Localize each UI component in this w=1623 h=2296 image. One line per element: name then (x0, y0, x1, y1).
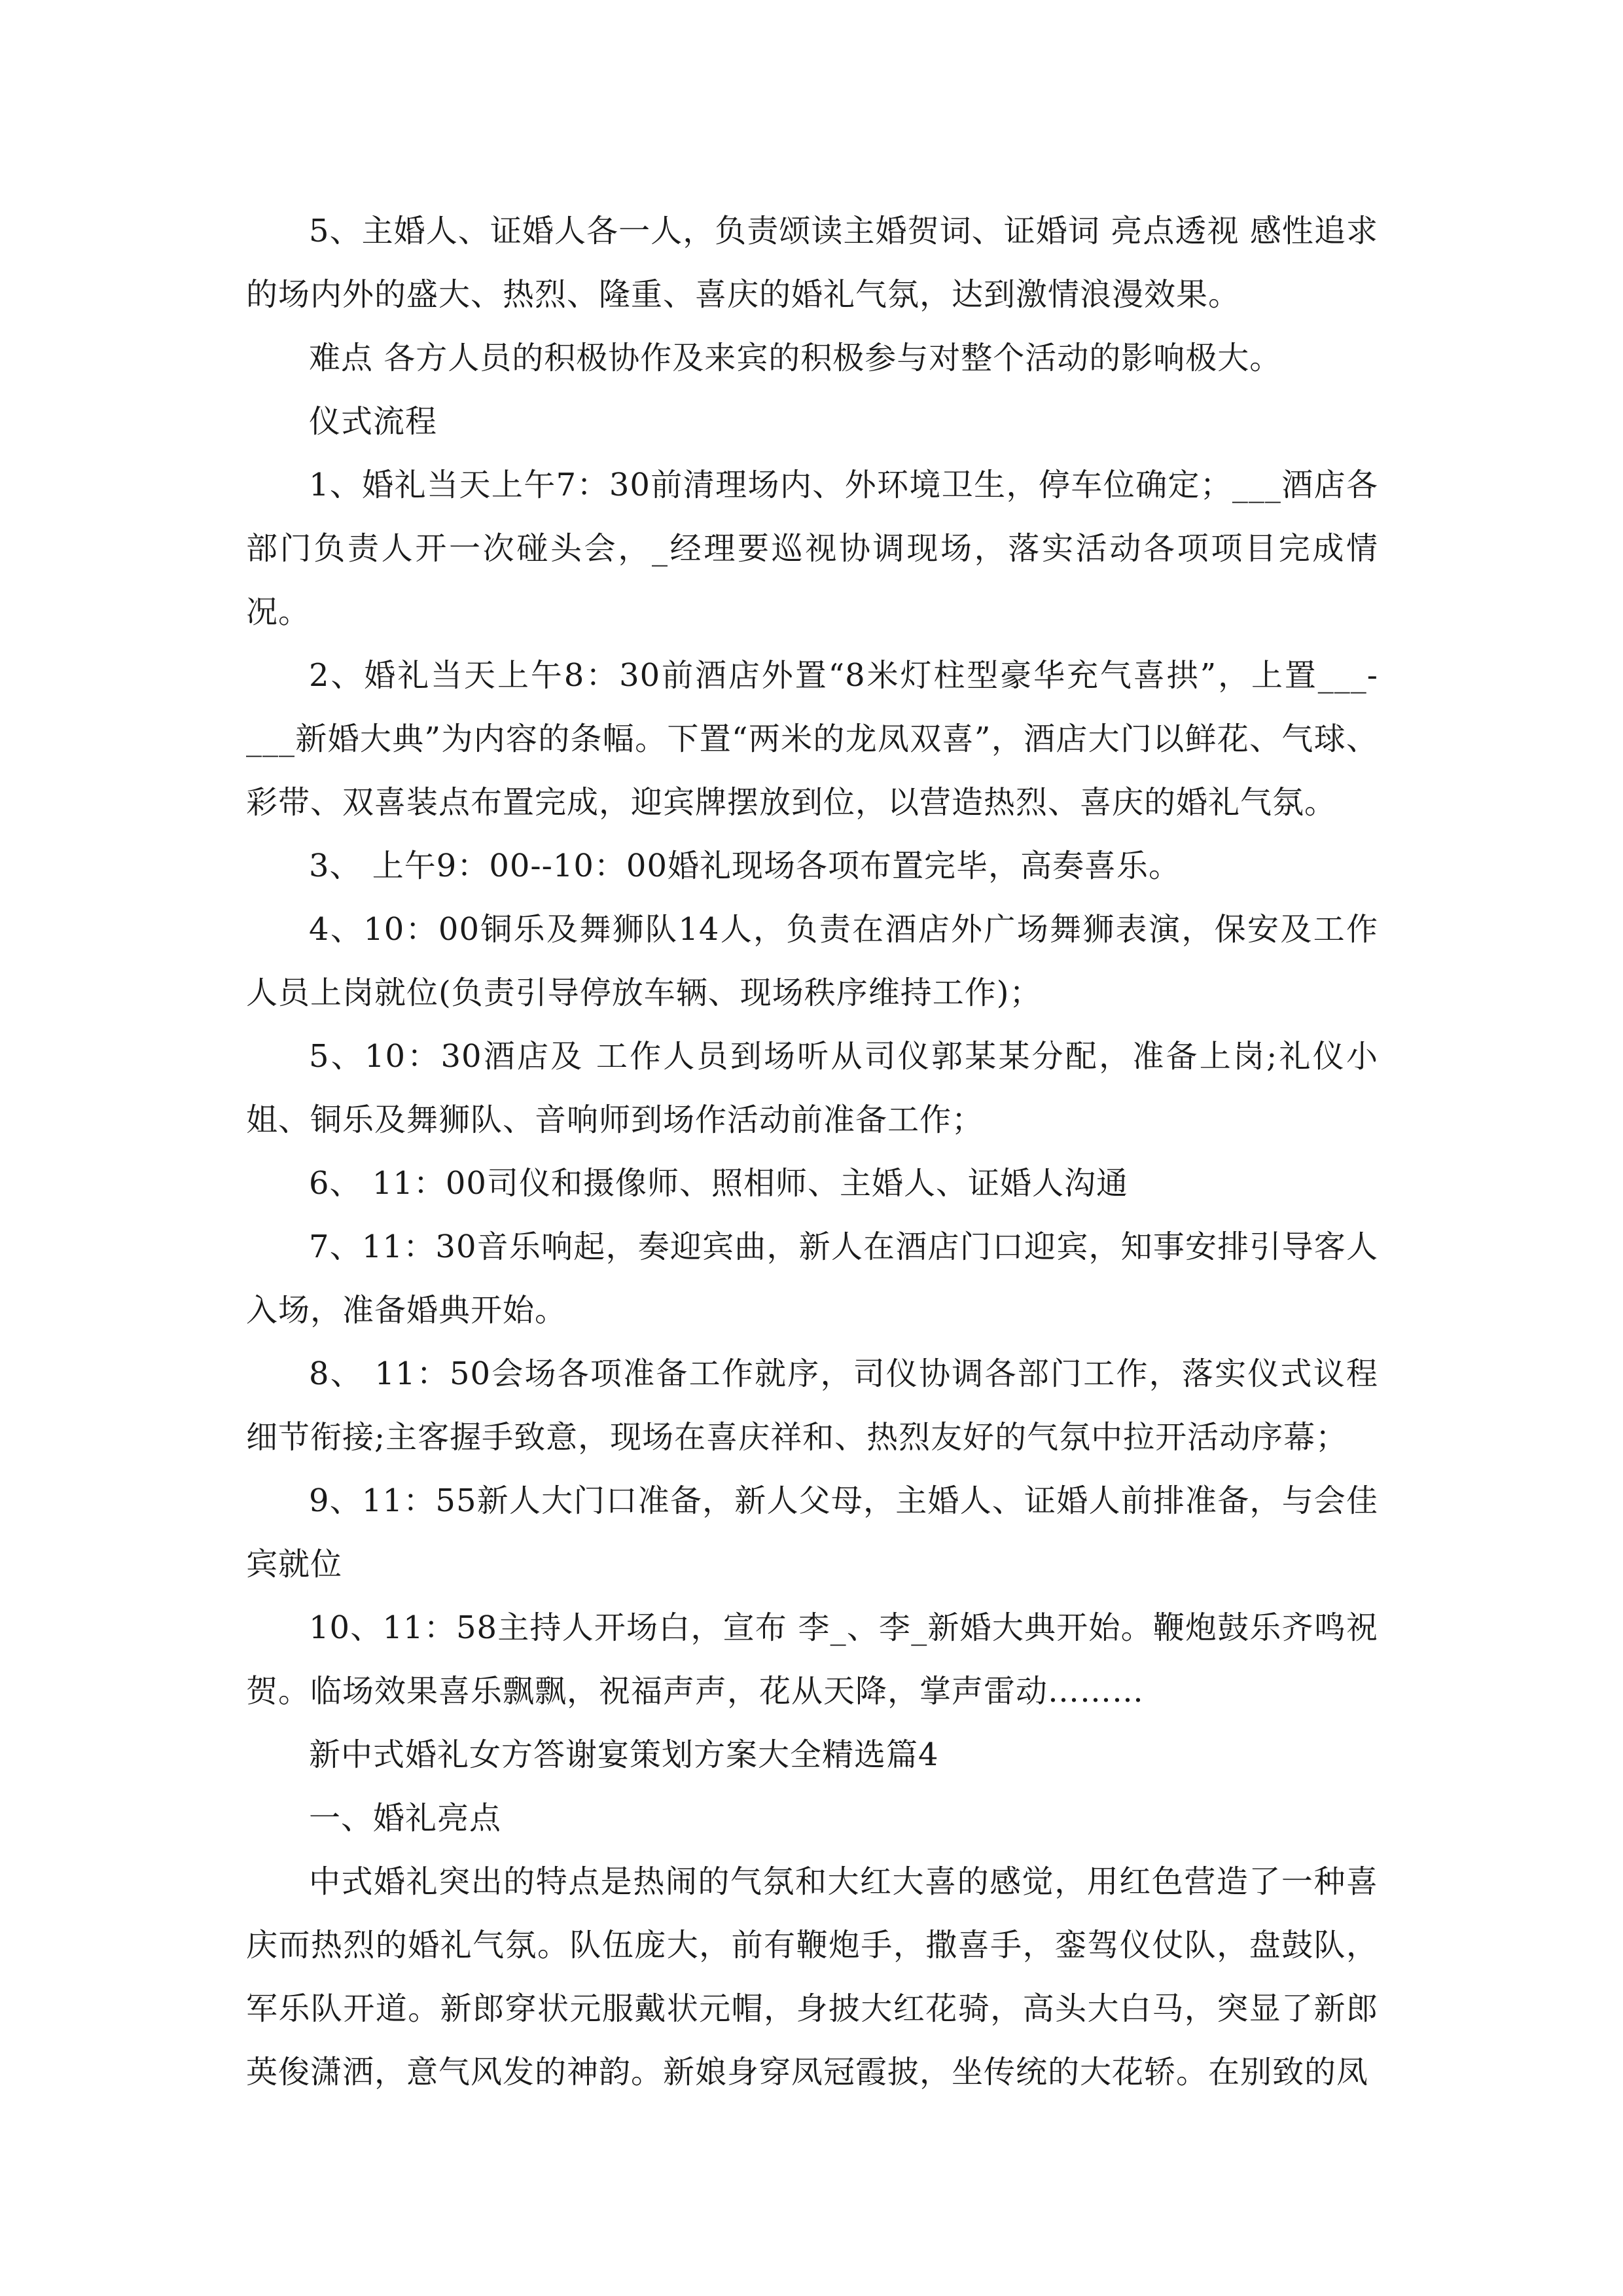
paragraph-step-5: 5、10：30酒店及 工作人员到场听从司仪郭某某分配，准备上岗;礼仪小姐、铜乐及舞狮队、音响师到场作活动前准备工作； (246, 1038, 1378, 1138)
section-heading-wedding-highlights: 一、婚礼亮点 (309, 1800, 502, 1837)
article-title-part-4: 新中式婚礼女方答谢宴策划方案大全精选篇4 (309, 1736, 939, 1773)
paragraph-step-7: 7、11：30音乐响起，奏迎宾曲，新人在酒店门口迎宾，知事安排引导客人入场，准备婚典开始。 (246, 1229, 1378, 1329)
paragraph-difficulty: 难点 各方人员的积极协作及来宾的积极参与对整个活动的影响极大。 (309, 340, 1282, 376)
paragraph-step-2: 2、婚礼当天上午8：30前酒店外置“8米灯柱型豪华充气喜拱”，上置___-___新婚大典”为内容的条幅。下置“两米的龙凤双喜”，酒店大门以鲜花、气球、彩带、双喜装点布置完成，迎宾牌摆放到位，以营造热烈、喜庆的婚礼气氛。 (246, 657, 1378, 821)
document-body (246, 200, 1378, 2104)
paragraph-step-8: 8、 11：50会场各项准备工作就序，司仪协调各部门工作，落实仪式议程细节衔接;主客握手致意，现场在喜庆祥和、热烈友好的气氛中拉开活动序幕； (246, 1355, 1378, 1456)
paragraph-step-9: 9、11：55新人大门口准备，新人父母，主婚人、证婚人前排准备，与会佳宾就位 (246, 1482, 1378, 1583)
paragraph-step-1: 1、婚礼当天上午7：30前清理场内、外环境卫生，停车位确定；___酒店各部门负责人开一次碰头会，_经理要巡视协调现场，落实活动各项项目完成情况。 (246, 467, 1378, 630)
paragraph-officiants: 5、主婚人、证婚人各一人，负责颂读主婚贺词、证婚词 亮点透视 感性追求的场内外的盛大、热烈、隆重、喜庆的婚礼气氛，达到激情浪漫效果。 (246, 213, 1378, 313)
paragraph-step-3: 3、 上午9：00--10：00婚礼现场各项布置完毕，高奏喜乐。 (309, 848, 1181, 884)
paragraph-step-10: 10、11：58主持人开场白，宣布 李_、李_新婚大典开始。鞭炮鼓乐齐鸣祝贺。临场效果喜乐飘飘，祝福声声，花从天降，掌声雷动……… (246, 1609, 1378, 1710)
section-heading-ceremony-flow: 仪式流程 (309, 403, 438, 440)
paragraph-chinese-wedding-features: 中式婚礼突出的特点是热闹的气氛和大红大喜的感觉，用红色营造了一种喜庆而热烈的婚礼气氛。队伍庞大，前有鞭炮手，撒喜手，銮驾仪仗队，盘鼓队，军乐队开道。新郎穿状元服戴状元帽，身披大红花骑，高头大白马，突显了新郎英俊潇洒，意气风发的神韵。新娘身穿凤冠霞披，坐传统的大花轿。在别致的凤 (246, 1863, 1378, 2090)
paragraph-step-6: 6、 11：00司仪和摄像师、照相师、主婚人、证婚人沟通 (309, 1165, 1128, 1202)
paragraph-step-4: 4、10：00铜乐及舞狮队14人，负责在酒店外广场舞狮表演，保安及工作人员上岗就位(负责引导停放车辆、现场秩序维持工作)； (246, 911, 1378, 1011)
